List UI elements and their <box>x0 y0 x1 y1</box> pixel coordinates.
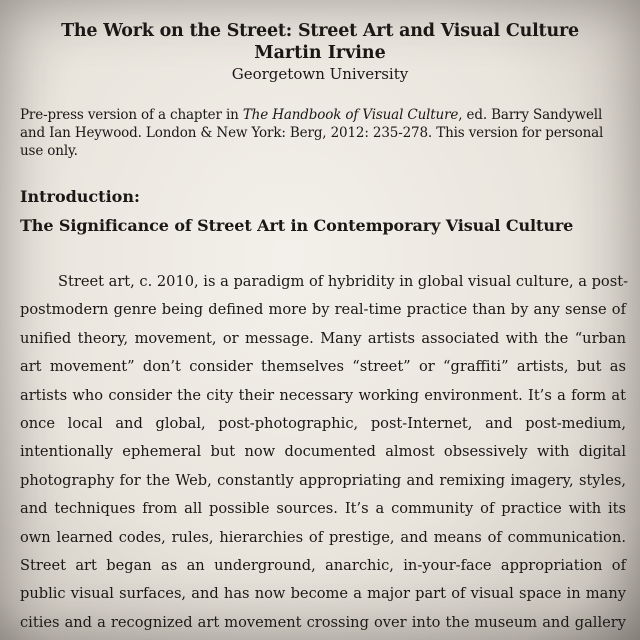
paragraph-line: Street art began as an underground, anarchic, in-your-face appropriation of <box>20 556 626 574</box>
paragraph-line: cities and a recognized art movement crossing over into the museum and gallery <box>20 613 626 631</box>
paragraph-line: art movement” don’t consider themselves “street” or “graffiti” artists, but as <box>20 358 626 376</box>
body-paragraph <box>20 268 629 637</box>
paragraph-line: public visual surfaces, and has now become a major part of visual space in many <box>20 585 626 603</box>
prepress-text-editors: , ed. Barry Sandywell <box>458 107 603 123</box>
section-heading: Introduction: <box>20 187 140 206</box>
paragraph-line: Street art, c. 2010, is a paradigm of hybridity in global visual culture, a post- <box>58 273 629 290</box>
prepress-text-start: Pre-press version of a chapter in <box>20 107 243 123</box>
paragraph-line: unified theory, movement, or message. Many artists associated with the “urban <box>20 329 626 347</box>
paragraph-line: own learned codes, rules, hierarchies of prestige, and means of communication. <box>20 528 626 546</box>
prepress-note <box>20 106 620 160</box>
paragraph-line: and techniques from all possible sources. It’s a community of practice with its <box>20 500 626 518</box>
author-name: Martin Irvine <box>254 43 386 63</box>
prepress-text-publication: and Ian Heywood. London & New York: Berg, 2012: 235-278. This version for personal <box>20 125 604 141</box>
paragraph-line: postmodern genre being defined more by real-time practice than by any sense of <box>20 301 626 319</box>
prepress-text-usage: use only. <box>20 143 78 159</box>
paragraph-line: once local and global, post-photographic, post-Internet, and post-medium, <box>20 414 626 432</box>
paragraph-line: artists who consider the city their necessary working environment. It’s a form at <box>20 386 626 404</box>
paragraph-line: photography for the Web, constantly appropriating and remixing imagery, styles, <box>20 471 626 489</box>
section-subheading: The Significance of Street Art in Contemporary Visual Culture <box>20 216 574 235</box>
document-title: The Work on the Street: Street Art and Visual Culture <box>61 21 579 41</box>
paragraph-line: intentionally ephemeral but now documented almost obsessively with digital <box>20 443 626 461</box>
author-affiliation: Georgetown University <box>231 65 409 83</box>
handbook-title: The Handbook of Visual Culture <box>242 107 459 123</box>
